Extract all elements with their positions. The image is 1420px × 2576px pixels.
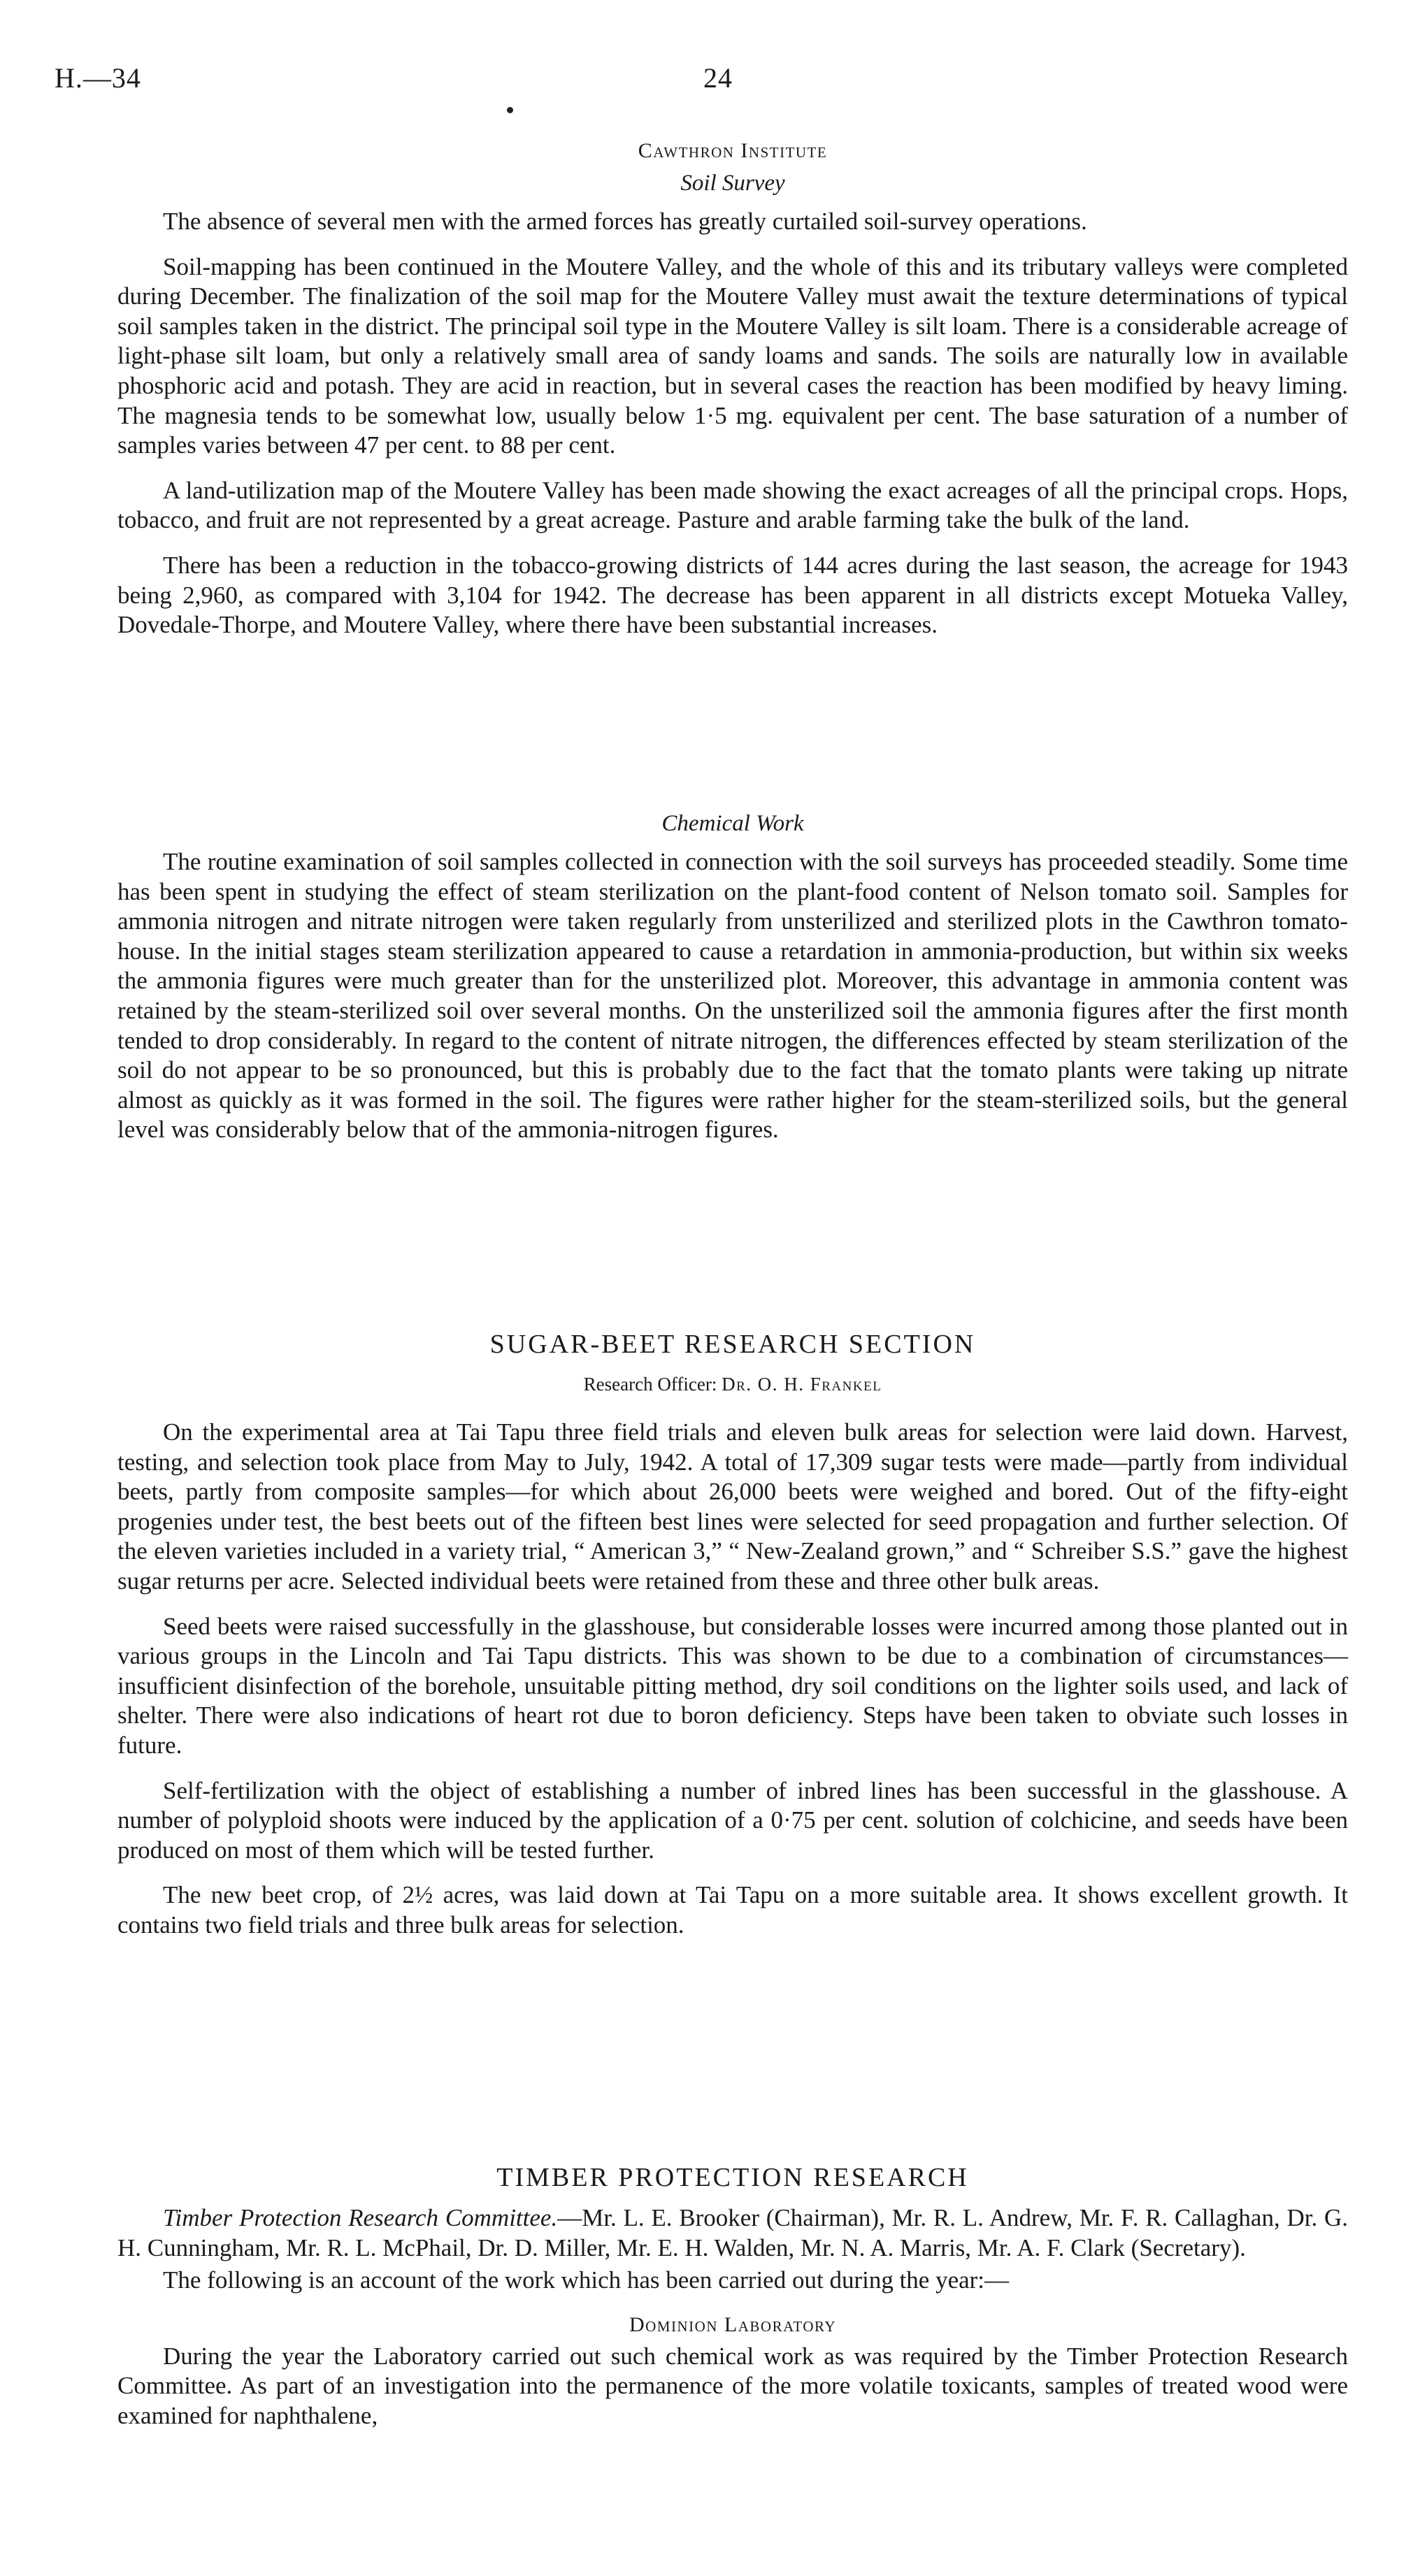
sugar-beet-section	[117, 1327, 1348, 1956]
paragraph: On the experimental area at Tai Tapu three field trials and eleven bulk areas for selection were laid down. Harvest, testing, and selection took place from May to July, 1942. A total of 17,309 sugar tests were made—partly from individual beets, partly from composite samples—for which about 26,000 beets were weighed and bored. Out of the fifty-eight progenies under test, the best beets out of the fifteen best lines were selected for seed propagation and further selection. Of the eleven varieties included in a variety trial, “ American 3,” “ New-Zealand grown,” and “ Schreiber S.S.” gave the highest sugar returns per acre. Selected individual beets were retained from these and three other bulk areas.	[117, 1418, 1348, 1595]
subsection-heading: Soil Survey	[680, 171, 785, 196]
paragraph: The absence of several men with the armed forces has greatly curtailed soil-survey operations.	[163, 208, 1087, 235]
officer-label: Research Officer:	[583, 1374, 717, 1395]
committee-members: —Mr. L. E. Brooker (Chairman), Mr. R. L. Andrew, Mr. F. R. Callaghan, Dr. G. H. Cunningham, Mr. R. L. McPhail, Dr. D. Miller, Mr. E. H. Walden, Mr. N. A. Marris, Mr. A. F. Clark (Secretary).	[117, 2204, 1348, 2261]
section-heading: TIMBER PROTECTION RESEARCH	[496, 2163, 969, 2192]
paragraph: Seed beets were raised successfully in the glasshouse, but considerable losses were incurred among those planted out in various groups in the Lincoln and Tai Tapu districts. This was shown to be due to a combination of circumstances—insufficient disinfection of the borehole, unsuitable pitting method, dry soil conditions on the lighter soils used, and lack of shelter. There were also indications of heart rot due to boron deficiency. Steps have been taken to obviate such losses in future.	[117, 1612, 1348, 1759]
subsection-heading: Chemical Work	[661, 811, 804, 836]
section-heading: SUGAR-BEET RESEARCH SECTION	[489, 1330, 976, 1359]
cawthron-section	[117, 137, 1348, 656]
officer-name: Dr. O. H. Frankel	[722, 1374, 882, 1395]
chemical-work-section	[117, 808, 1348, 1160]
paragraph: There has been a reduction in the tobacco-growing districts of 144 acres during the last season, the acreage for 1943 being 2,960, as compared with 3,104 for 1942. The decrease has been apparent in all districts except Motueka Valley, Dovedale-Thorpe, and Moutere Valley, where there have been substantial increases.	[117, 551, 1348, 639]
subsection-heading: Dominion Laboratory	[629, 2312, 837, 2336]
print-mark	[507, 107, 513, 113]
paragraph: The new beet crop, of 2½ acres, was laid down at Tai Tapu on a more suitable area. It shows excellent growth. It contains two field trials and three bulk areas for selection.	[117, 1881, 1348, 1938]
committee-paragraph	[117, 2203, 1348, 2263]
paragraph: A land-utilization map of the Moutere Valley has been made showing the exact acreages of all the principal crops. Hops, tobacco, and fruit are not represented by a great acreage. Pasture and arable farming take the bulk of the land.	[117, 476, 1348, 534]
page-number: 24	[703, 62, 733, 94]
paragraph: The following is an account of the work which has been carried out during the year:—	[163, 2266, 1010, 2294]
section-title: Cawthron Institute	[638, 139, 828, 162]
paragraph: During the year the Laboratory carried out such chemical work as was required by the Timber Protection Research Committee. As part of an investigation into the permanence of the more volatile toxicants, samples of treated wood were examined for naphthalene,	[117, 2342, 1348, 2429]
paragraph: The routine examination of soil samples collected in connection with the soil surveys has proceeded steadily. Some time has been spent in studying the effect of steam sterilization on the plant-food content of Nelson tomato soil. Samples for ammonia nitrogen and nitrate nitrogen were taken regularly from unsterilized and sterilized plots in the Cawthron tomato-house. In the initial stages steam sterilization appeared to cause a retardation in ammonia-production, but within six weeks the ammonia figures were much greater than for the unsterilized plot. Moreover, this advantage in ammonia content was retained by the steam-sterilized soil over several months. On the unsterilized soil the ammonia figures after the first month tended to drop considerably. In regard to the content of nitrate nitrogen, the differences effected by steam sterilization of the soil do not appear to be so pronounced, but this is probably due to the fact that the tomato plants were taking up nitrate almost as quickly as it was formed in the soil. The figures were rather higher for the steam-sterilized soils, but the general level was considerably below that of the ammonia-nitrogen figures.	[117, 848, 1348, 1144]
report-reference: H.—34	[55, 62, 141, 94]
paragraph: Soil-mapping has been continued in the Moutere Valley, and the whole of this and its tributary valleys were completed during December. The finalization of the soil map for the Moutere Valley must await the texture determinations of typical soil samples taken in the district. The principal soil type in the Moutere Valley is silt loam. There is a considerable acreage of light-phase silt loam, but only a relatively small area of sandy loams and sands. The soils are naturally low in available phosphoric acid and potash. They are acid in reaction, but in several cases the reaction has been modified by heavy liming. The magnesia tends to be somewhat low, usually below 1·5 mg. equivalent per cent. The base saturation of a number of samples varies between 47 per cent. to 88 per cent.	[117, 252, 1348, 459]
paragraph: Self-fertilization with the object of establishing a number of inbred lines has been successful in the glasshouse. A number of polyploid shoots were induced by the application of a 0·75 per cent. solution of colchicine, and seeds have been produced on most of them which will be tested further.	[117, 1776, 1348, 1864]
timber-section	[117, 2160, 1348, 2447]
research-officer	[117, 1370, 1348, 1398]
committee-label: Timber Protection Research Committee.	[163, 2204, 558, 2231]
